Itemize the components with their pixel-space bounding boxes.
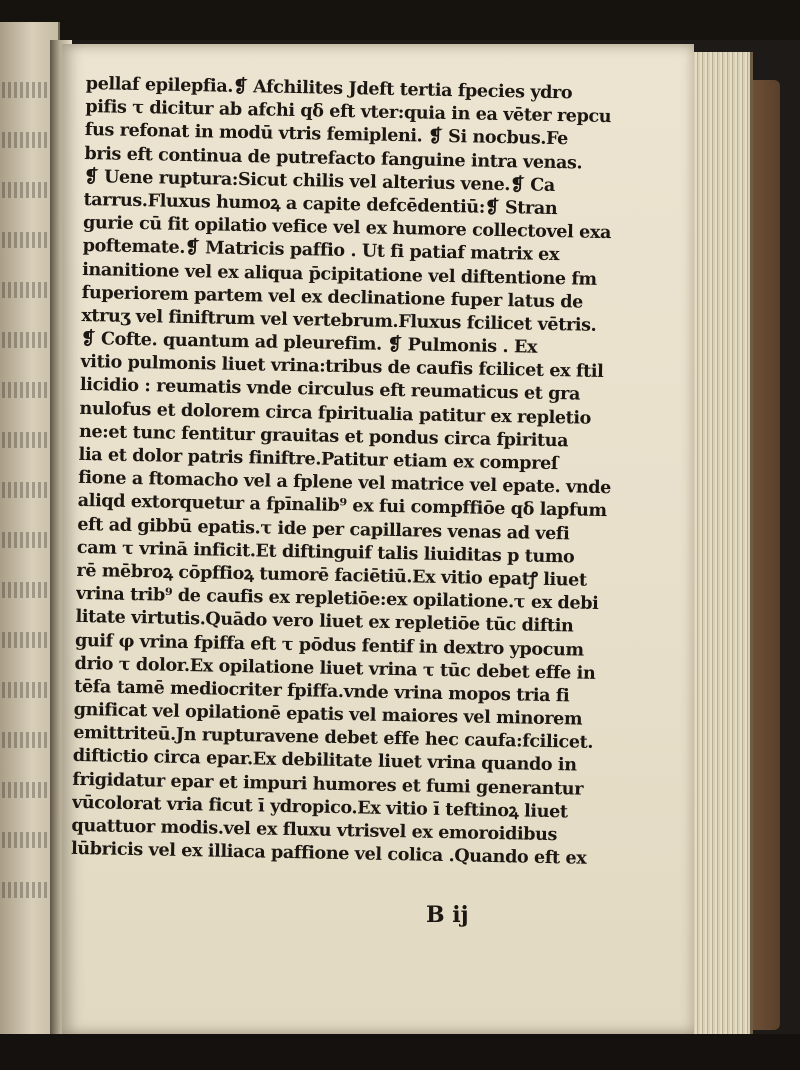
text-line: eft ad gibbū epatis.τ ide per capillares venas ad vefi xyxy=(77,513,570,544)
facing-text-fragment xyxy=(2,382,50,398)
text-line: tarrus.Fluxus humoꝝ a capite defcēdentiū:❡ Stran xyxy=(83,188,558,220)
facing-text-fragment xyxy=(2,732,50,748)
page-text xyxy=(71,72,686,872)
facing-text-fragment xyxy=(2,232,50,248)
facing-text-fragment xyxy=(2,132,50,148)
text-line: cam τ vrinā inficit.Et diftinguif talis liuiditas p tumo xyxy=(76,536,575,568)
text-line: fione a ftomacho vel a fplene vel matrice vel epate. vnde xyxy=(78,467,612,499)
facing-text-fragment xyxy=(2,882,50,898)
text-line: aliqd extorquetur a fpīnalib⁹ ex fui compffiōe qδ lapfum xyxy=(77,490,607,522)
text-line: vitio pulmonis liuet vrina:tribus de caufis fcilicet ex ftil xyxy=(80,351,604,383)
text-line: emittriteū.Jn rupturavene debet effe hec caufa:fcilicet. xyxy=(73,722,594,754)
text-line: frigidatur epar et impuri humores et fumi generantur xyxy=(72,768,584,800)
text-line: bris eft continua de putrefacto fanguine intra venas. xyxy=(84,142,583,174)
text-line: gurie cū fit opilatio vefice vel ex humore collectovel exa xyxy=(82,212,612,244)
text-line: diftictio circa epar.Ex debilitate liuet vrina quando in xyxy=(72,745,577,776)
facing-text-fragment xyxy=(2,782,50,798)
facing-text-fragment xyxy=(2,832,50,848)
text-line: lia et dolor patris finiftre.Patitur etiam ex compreſ xyxy=(78,443,559,475)
text-line: drio τ dolor.Ex opilatione liuet vrina τ tūc debet effe in xyxy=(74,652,596,684)
facing-text-fragment xyxy=(2,682,50,698)
text-line: tēfa tamē mediocriter fpiffa.vnde vrina mopos tria fi xyxy=(74,675,570,707)
text-line: ❡ Uene ruptura:Sicut chilis vel alterius vene.❡ Ca xyxy=(83,165,556,196)
text-line: poftemate.❡ Matricis paffio . Ut fi patiaf matrix ex xyxy=(82,235,560,266)
facing-text-fragment xyxy=(2,432,50,448)
text-line: pellaf epilepfia.❡ Afchilites Jdeft tertia fpecies ydro xyxy=(85,72,573,104)
facing-text-fragment xyxy=(2,82,50,98)
facing-text-fragment xyxy=(2,182,50,198)
text-line: pifis τ dicitur ab afchi qδ eft vter:quia in ea vēter repcu xyxy=(85,96,612,128)
facing-text-fragment xyxy=(2,482,50,498)
text-line: xtruʒ vel finiftrum vel vertebrum.Fluxus fcilicet vētris. xyxy=(81,304,597,336)
text-line: fuperiorem partem vel ex declinatione fuper latus de xyxy=(81,281,584,313)
text-line: vūcolorat vria ficut ī ydropico.Ex vitio ī teftinoꝝ liuet xyxy=(71,791,568,823)
background-bottom xyxy=(0,1034,800,1070)
text-line: rē mēbroꝝ cōpffioꝝ tumorē faciētiū.Ex vitio epatꝭ liuet xyxy=(76,559,587,591)
text-line: guif φ vrina fpiffa eft τ pōdus fentif in dextro ypocum xyxy=(74,629,584,661)
facing-text-fragment xyxy=(2,282,50,298)
text-line: lūbricis vel ex illiaca paffione vel colica .Quando eft ex xyxy=(70,838,587,869)
text-line: gnificat vel opilationē epatis vel maiores vel minorem xyxy=(73,698,583,730)
text-line: nulofus et dolorem circa fpiritualia patitur ex repletio xyxy=(79,397,592,429)
signature-mark: B ij xyxy=(426,902,469,928)
facing-text-fragment xyxy=(2,532,50,548)
text-line: litate virtutis.Quādo vero liuet ex repletiōe tūc diftin xyxy=(75,606,574,637)
text-line: inanitione vel ex aliqua p̄cipitatione vel diftentione fm xyxy=(82,258,597,290)
text-line: ❡ Cofte. quantum ad pleurefim. ❡ Pulmonis . Ex xyxy=(80,328,538,358)
text-line: ne:et tunc fentitur grauitas et pondus circa fpiritua xyxy=(78,420,569,452)
text-line: quattuor modis.vel ex fluxu vtrisvel ex emoroidibus xyxy=(71,814,558,846)
text-line: fus refonat in modū vtris femipleni. ❡ Si nocbus.Fe xyxy=(84,119,569,150)
text-line: vrina trib⁹ de caufis ex repletiōe:ex opilatione.τ ex debi xyxy=(75,583,599,615)
page-stack-edge xyxy=(690,52,753,1037)
text-line: licidio : reumatis vnde circulus eft reumaticus et gra xyxy=(79,374,581,405)
facing-text-fragment xyxy=(2,332,50,348)
facing-text-fragment xyxy=(2,632,50,648)
facing-text-fragment xyxy=(2,582,50,598)
background-top xyxy=(0,0,800,40)
